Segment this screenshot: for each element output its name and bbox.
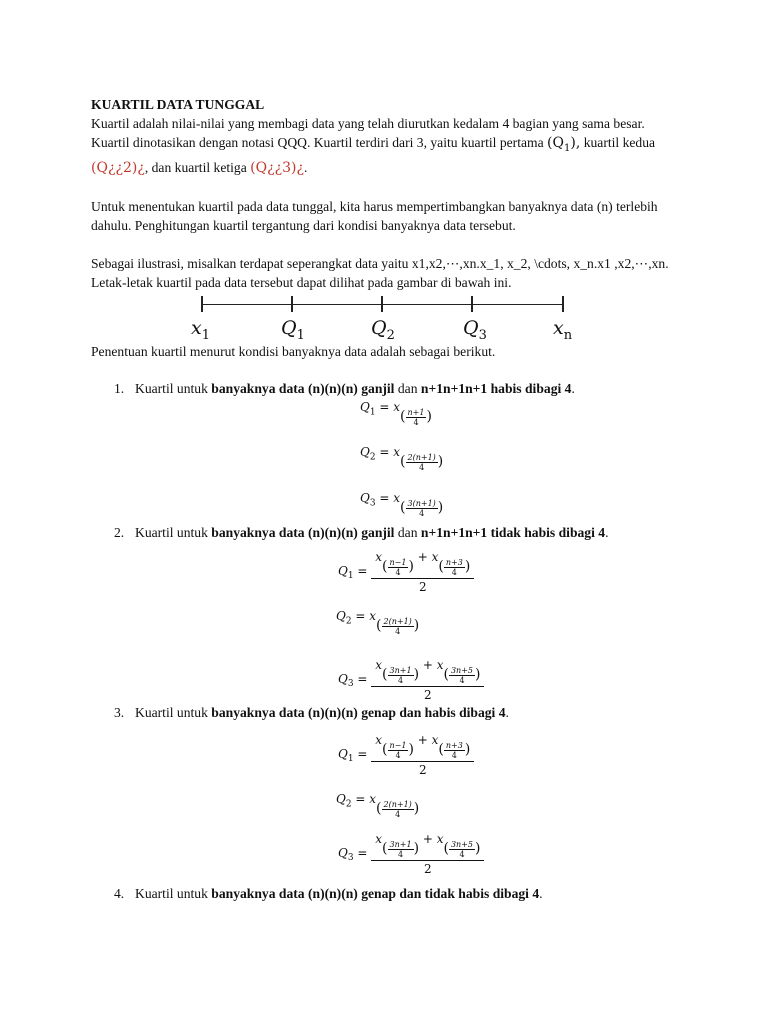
q2-notation: (Q¿¿2)¿ — [91, 159, 145, 176]
label-xn: $x_n$ — [553, 316, 573, 343]
formula-2-q2: $Q_2 = x$( $\frac{2(n+1)}{4}$ ) — [336, 609, 420, 636]
q3-notation: (Q¿¿3)¿ — [250, 159, 304, 176]
formula-1-q2: $Q_2 = x$( $\frac{2(n+1)}{4}$ ) — [360, 445, 444, 472]
intro-text-b: kuartil kedua — [583, 135, 656, 150]
tick-xn — [562, 296, 564, 312]
label-q3: $Q_3$ — [463, 316, 487, 343]
formula-1-q3: $Q_3 = x$( $\frac{3(n+1)}{4}$ ) — [360, 491, 444, 518]
document-page — [91, 95, 681, 361]
formula-2-q3: $Q_3$ = x( $\frac{3n+1}{4}$ ) + x( $\frac{3n+5}{4}$ ) 2 — [338, 656, 484, 703]
list-item-1: 1. Kuartil untuk banyaknya data (n)(n)(n) ganjil dan n+1n+1n+1 habis dibagi 4. — [114, 381, 575, 396]
list-item-3: 3. Kuartil untuk banyaknya data (n)(n)(n) genap dan habis dibagi 4. — [114, 705, 509, 720]
page-title: KUARTIL DATA TUNGGAL — [91, 97, 265, 112]
intro-paragraph — [91, 114, 681, 178]
formula-2-q1: $Q_1$ = x( $\frac{n-1}{4}$ ) + x( $\frac{n+3}{4}$ ) 2 — [338, 548, 474, 595]
q1-notation: $(Q_1)$, — [547, 135, 581, 154]
paragraph-3: Sebagai ilustrasi, misalkan terdapat seperangkat data yaitu x1,x2,⋯,xn.x_1, x_2, \cdots, x_n.x1 ,x2,⋯,xn. Letak-letak kuartil pada data tersebut dapat dilihat pada gambar di bawah ini. — [91, 255, 669, 290]
intro-text-a: Kuartil adalah nilai-nilai yang membagi data yang telah diurutkan kedalam 4 bagian yang sama besar. Kuartil dinotasikan dengan notasi QQQ. Kuartil terdiri dari 3, yaitu kuartil pertama — [91, 116, 645, 150]
intro-text-c: , dan kuartil ketiga — [144, 159, 251, 175]
label-q1: $Q_1$ — [281, 316, 305, 343]
formula-3-q3: $Q_3$ = x( $\frac{3n+1}{4}$ ) + x( $\frac{3n+5}{4}$ ) 2 — [338, 830, 484, 877]
list-item-4: 4. Kuartil untuk banyaknya data (n)(n)(n) genap dan tidak habis dibagi 4. — [114, 886, 543, 901]
paragraph-2: Untuk menentukan kuartil pada data tunggal, kita harus mempertimbangkan banyaknya data (n) terlebih dahulu. Penghitungan kuartil tergantung dari kondisi banyaknya data tersebut. — [91, 198, 658, 233]
tick-q2 — [381, 296, 383, 312]
formula-3-q2: $Q_2 = x$( $\frac{2(n+1)}{4}$ ) — [336, 792, 420, 819]
label-q2: $Q_2$ — [371, 316, 395, 343]
formula-1-q1: $Q_1 = x$( $\frac{n+1}{4}$ ) — [360, 400, 432, 427]
formula-3-q1: $Q_1$ = x( $\frac{n-1}{4}$ ) + x( $\frac{n+3}{4}$ ) 2 — [338, 731, 474, 778]
tick-q3 — [471, 296, 473, 312]
tick-x1 — [201, 296, 203, 312]
tick-q1 — [291, 296, 293, 312]
label-x1: $x_1$ — [191, 316, 210, 343]
paragraph-4: Penentuan kuartil menurut kondisi banyaknya data adalah sebagai berikut. — [91, 343, 496, 359]
list-item-2: 2. Kuartil untuk banyaknya data (n)(n)(n) ganjil dan n+1n+1n+1 tidak habis dibagi 4. — [114, 525, 609, 540]
quartile-number-line — [91, 296, 681, 342]
intro-text-d: . — [303, 159, 308, 175]
